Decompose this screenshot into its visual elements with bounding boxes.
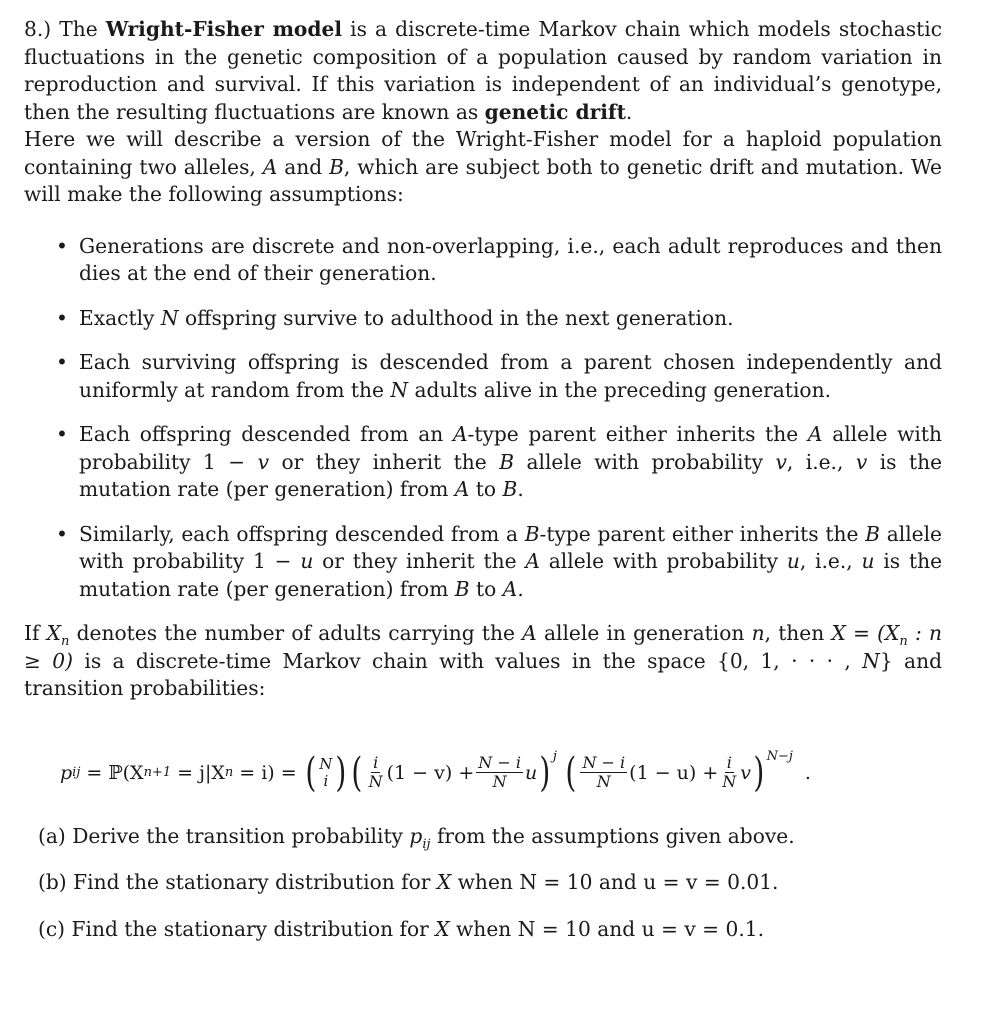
fraction-i-over-N-2: $\frac{i}{N}$	[722, 753, 737, 791]
fraction-n-minus-i-over-N-2: $\frac{N - i}{N}$	[582, 753, 626, 791]
bullet-icon: •	[56, 305, 68, 330]
fraction-i-over-N: $\frac{i}{N}$	[368, 753, 383, 791]
equation-line: p ij = ℙ(X n+1 = j|X n = i) = ( N i ) ( $\frac{i}{N}$ (1 − v) + $\frac{N - i}{N}$ u ) $^j$ ( $\frac{N - i}{N}$ (1 − u) + $\frac{i}{N}$ v ) $^{N-j}$ .	[60, 748, 811, 796]
list-item: • Exactly N offspring survive to adulthood in the next generation.	[24, 305, 942, 333]
questions-list	[24, 823, 942, 944]
question-a: (a) Derive the transition probability $p_{ij}$ from the assumptions given above.	[38, 823, 795, 852]
bullet-icon: •	[56, 521, 68, 546]
setup-paragraph: Here we will describe a version of the Wright-Fisher model for a haploid population containing two alleles, A and B, which are subject both to genetic drift and mutation. We will make the following assumptions:	[24, 127, 942, 206]
bullet-icon: •	[56, 422, 68, 446]
binomial-coefficient: N i	[319, 754, 333, 790]
list-item: • Each offspring descended from an A-type parent either inherits the A allele with probability 1 − v or they inherit the B allele with probability v, i.e., v is the mutation rate (per generation) from A to B.	[56, 422, 943, 501]
question-c: (c) Find the stationary distribution for X when N = 10 and u = v = 0.1.	[38, 916, 765, 941]
problem-page	[24, 16, 942, 962]
fraction-n-minus-i-over-N: $\frac{N - i}{N}$	[478, 753, 521, 791]
problem-number: 8.)	[24, 17, 52, 41]
assumptions-list	[24, 233, 942, 604]
bullet-icon: •	[56, 233, 68, 258]
question-b: (b) Find the stationary distribution for X when N = 10 and u = v = 0.01.	[38, 870, 779, 894]
list-item: • Generations are discrete and non-overlapping, i.e., each adult reproduces and then dies at the end of their generation.	[56, 233, 942, 285]
term-wright-fisher: Wright-Fisher model	[105, 17, 343, 41]
transition-probability-equation	[24, 745, 942, 815]
definition-paragraph: If $X_n$ denotes the number of adults carrying the A allele in generation n, then $X = (X_n$ : n ≥ 0) is a discrete-time Markov chain with values in the space {0, 1, · · · , N} and transition probabilities:	[24, 621, 942, 700]
list-item: • Similarly, each offspring descended from a B-type parent either inherits the B allele with probability 1 − u or they inherit the A allele with probability u, i.e., u is the mutation rate (per generation) from B to A.	[56, 521, 943, 601]
list-item: • Each surviving offspring is descended from a parent chosen independently and uniformly at random from the N adults alive in the preceding generation.	[56, 350, 942, 402]
intro-paragraph: 8.) The Wright-Fisher model is a discrete-time Markov chain which models stochastic fluctuations in the genetic composition of a population caused by random variation in reproduction and survival. If this variation is independent of an individual’s genotype, then the resulting fluctuations are known as genetic drift.	[24, 17, 943, 124]
term-genetic-drift: genetic drift	[484, 99, 626, 124]
bullet-icon: •	[56, 350, 68, 374]
